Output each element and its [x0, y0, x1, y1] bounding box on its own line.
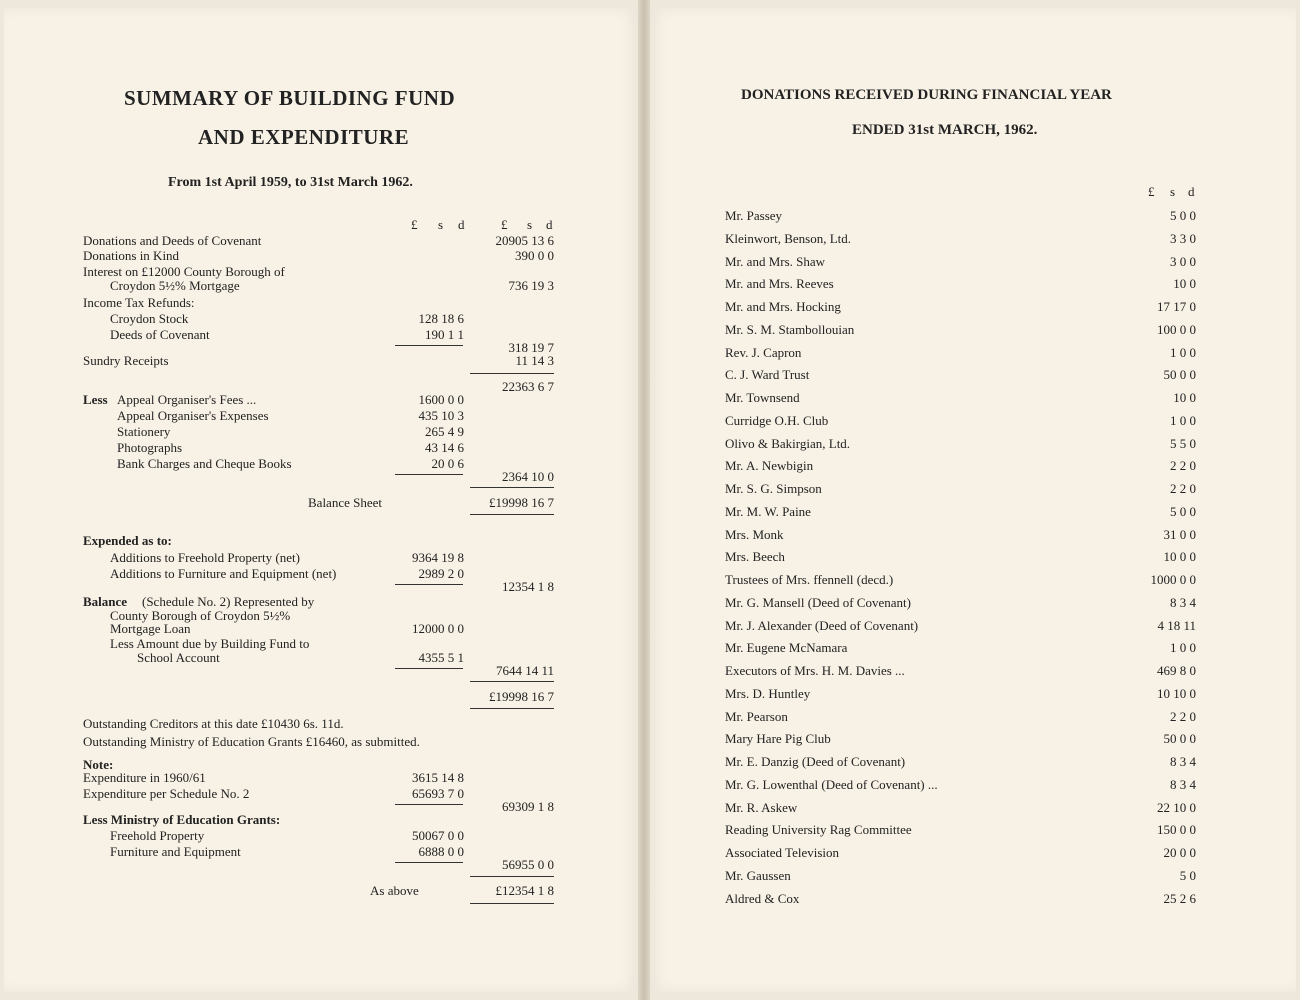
- line-itax: Income Tax Refunds:: [83, 295, 195, 310]
- label-expended: Expended as to:: [83, 533, 172, 548]
- line-bank: Bank Charges and Cheque Books: [117, 456, 292, 471]
- outstanding-creditors: Outstanding Creditors at this date £10430 6s. 11d.: [83, 716, 344, 731]
- amt-subtotal: 22363 6 7: [502, 379, 554, 394]
- label-balance: Balance: [83, 594, 128, 609]
- right-col-pence: d: [1188, 184, 1195, 199]
- rule: [470, 487, 554, 488]
- donor-amount: 8 3 4: [1170, 754, 1196, 769]
- donor-amount: 2 2 0: [1170, 709, 1196, 724]
- rule: [470, 708, 554, 709]
- donor-amount: 1 0 0: [1170, 640, 1196, 655]
- amt-exp6061: 3615 14 8: [412, 770, 464, 785]
- donor-name: Associated Television: [725, 845, 840, 860]
- donor-amount: 50 0 0: [1163, 731, 1196, 746]
- donor-name: Mr. J. Alexander (Deed of Covenant): [725, 618, 919, 633]
- label-less: Less: [83, 392, 108, 407]
- line-lessmin: Less Ministry of Education Grants:: [83, 812, 281, 827]
- amt-cstock: 128 18 6: [418, 311, 464, 326]
- rule: [470, 903, 554, 904]
- amt-stationery: 265 4 9: [425, 424, 464, 439]
- amt-school: 4355 5 1: [418, 650, 464, 665]
- amt-exp-total: 69309 1 8: [502, 799, 554, 814]
- donor-name: Mr. E. Danzig (Deed of Covenant): [725, 754, 906, 769]
- line-bal-4: Less Amount due by Building Fund to: [110, 636, 310, 651]
- amt-bank: 20 0 6: [431, 456, 464, 471]
- line-expenses: Appeal Organiser's Expenses: [117, 408, 269, 423]
- donor-amount: 4 18 11: [1157, 618, 1196, 633]
- donor-amount: 17 17 0: [1157, 299, 1196, 314]
- amt-itax-total: 318 19 7: [508, 340, 554, 355]
- right-title-line1: DONATIONS RECEIVED DURING FINANCIAL YEAR: [741, 87, 1112, 103]
- book-spine: [638, 0, 650, 1000]
- amt-interest: 736 19 3: [508, 278, 554, 293]
- col-pence-1: d: [458, 217, 465, 232]
- right-title-line2: ENDED 31st MARCH, 1962.: [852, 122, 1038, 138]
- donor-name: Mr. M. W. Paine: [725, 504, 811, 519]
- donor-amount: 5 0: [1179, 868, 1196, 883]
- amt-expsched: 65693 7 0: [412, 786, 464, 801]
- rule: [470, 876, 554, 877]
- rule: [470, 514, 554, 515]
- donor-amount: 10 0: [1173, 390, 1196, 405]
- donor-name: Executors of Mrs. H. M. Davies ...: [725, 663, 905, 678]
- amt-bal-total: 7644 14 11: [495, 663, 554, 678]
- label-note: Note:: [83, 757, 114, 772]
- donor-amount: 150 0 0: [1157, 822, 1196, 837]
- col-shilling-2: s: [527, 217, 533, 232]
- donor-amount: 2 2 0: [1170, 458, 1196, 473]
- period-subtitle: From 1st April 1959, to 31st March 1962.: [168, 175, 413, 190]
- donor-amount: 1 0 0: [1170, 413, 1196, 428]
- line-add-furn: Additions to Furniture and Equipment (net): [110, 566, 337, 581]
- donor-name: Mr. Townsend: [725, 390, 800, 405]
- line-sundry: Sundry Receipts: [83, 353, 169, 368]
- line-add-free: Additions to Freehold Property (net): [110, 550, 300, 565]
- right-col-shilling: s: [1170, 184, 1176, 199]
- donor-amount: 1 0 0: [1170, 345, 1196, 360]
- donor-name: Mr. Eugene McNamara: [725, 640, 848, 655]
- donor-name: Reading University Rag Committee: [725, 822, 912, 837]
- donor-name: Mr. and Mrs. Reeves: [725, 276, 834, 291]
- amt-grants-total: 56955 0 0: [502, 857, 554, 872]
- line-expsched: Expenditure per Schedule No. 2: [83, 786, 250, 801]
- line-cstock: Croydon Stock: [110, 311, 189, 326]
- line-bal-3: Mortgage Loan: [110, 621, 191, 636]
- donor-name: Mr. Gaussen: [725, 868, 791, 883]
- donor-amount: 8 3 4: [1170, 777, 1196, 792]
- line-furniture: Furniture and Equipment: [110, 844, 241, 859]
- col-pound-2: £: [501, 217, 508, 232]
- donor-amount: 25 2 6: [1163, 891, 1196, 906]
- donor-amount: 1000 0 0: [1150, 572, 1196, 587]
- amt-fees: 1600 0 0: [418, 392, 464, 407]
- amt-grand: £19998 16 7: [489, 689, 554, 704]
- donor-name: Mr. and Mrs. Shaw: [725, 254, 826, 269]
- line-stationery: Stationery: [117, 424, 171, 439]
- line-exp6061: Expenditure in 1960/61: [83, 770, 206, 785]
- donor-name: Mrs. Monk: [725, 527, 784, 542]
- donor-name: Mr. R. Askew: [725, 800, 798, 815]
- donor-name: Kleinwort, Benson, Ltd.: [725, 231, 852, 246]
- line-deeds: Deeds of Covenant: [110, 327, 210, 342]
- donor-amount: 20 0 0: [1163, 845, 1196, 860]
- donor-amount: 5 0 0: [1170, 208, 1196, 223]
- donor-name: Mrs. D. Huntley: [725, 686, 811, 701]
- line-asabove: As above: [370, 883, 419, 898]
- donor-name: Mary Hare Pig Club: [725, 731, 831, 746]
- left-title-line1: SUMMARY OF BUILDING FUND: [124, 86, 456, 110]
- line-bal-5: School Account: [137, 650, 220, 665]
- right-col-pound: £: [1148, 184, 1155, 199]
- line-kind: Donations in Kind: [83, 248, 180, 263]
- amt-freehold: 50067 0 0: [412, 828, 464, 843]
- donor-name: Mr. Pearson: [725, 709, 788, 724]
- donor-amount: 3 3 0: [1170, 231, 1196, 246]
- outstanding-grants: Outstanding Ministry of Education Grants £16460, as submitted.: [83, 734, 420, 749]
- donor-amount: 10 10 0: [1157, 686, 1196, 701]
- donor-amount: 469 8 0: [1157, 663, 1196, 678]
- line-freehold: Freehold Property: [110, 828, 205, 843]
- donor-name: C. J. Ward Trust: [725, 367, 810, 382]
- amt-asabove: £12354 1 8: [495, 883, 554, 898]
- line-interest-1: Interest on £12000 County Borough of: [83, 264, 285, 279]
- donor-name: Mr. G. Lowenthal (Deed of Covenant) ...: [725, 777, 938, 792]
- amt-kind: 390 0 0: [515, 248, 554, 263]
- donor-amount: 100 0 0: [1157, 322, 1196, 337]
- donor-name: Mrs. Beech: [725, 549, 785, 564]
- amt-balance: £19998 16 7: [489, 495, 554, 510]
- amt-photos: 43 14 6: [425, 440, 464, 455]
- left-title-line2: AND EXPENDITURE: [198, 125, 410, 149]
- donor-amount: 5 5 0: [1170, 436, 1196, 451]
- donor-amount: 5 0 0: [1170, 504, 1196, 519]
- donor-amount: 22 10 0: [1157, 800, 1196, 815]
- donor-name: Mr. G. Mansell (Deed of Covenant): [725, 595, 911, 610]
- line-balance-sheet: Balance Sheet: [308, 495, 382, 510]
- amt-add-free: 9364 19 8: [412, 550, 464, 565]
- line-photos: Photographs: [117, 440, 182, 455]
- donor-name: Mr. and Mrs. Hocking: [725, 299, 841, 314]
- donor-amount: 8 3 4: [1170, 595, 1196, 610]
- line-bal-2: County Borough of Croydon 5½%: [110, 608, 291, 623]
- amt-deeds: 190 1 1: [425, 327, 464, 342]
- amt-loan: 12000 0 0: [412, 621, 464, 636]
- donor-amount: 10 0: [1173, 276, 1196, 291]
- donor-name: Rev. J. Capron: [725, 345, 802, 360]
- donor-name: Trustees of Mrs. ffennell (decd.): [725, 572, 894, 587]
- rule: [470, 373, 554, 374]
- donor-name: Olivo & Bakirgian, Ltd.: [725, 436, 851, 451]
- donor-amount: 3 0 0: [1170, 254, 1196, 269]
- donor-amount: 2 2 0: [1170, 481, 1196, 496]
- amt-add-furn: 2989 2 0: [418, 566, 464, 581]
- donor-amount: 10 0 0: [1163, 549, 1196, 564]
- donor-name: Mr. A. Newbigin: [725, 458, 814, 473]
- donor-amount: 31 0 0: [1163, 527, 1196, 542]
- amt-expended-total: 12354 1 8: [502, 579, 554, 594]
- donor-name: Mr. S. G. Simpson: [725, 481, 822, 496]
- donor-name: Mr. Passey: [725, 208, 783, 223]
- donor-name: Mr. S. M. Stambollouian: [725, 322, 855, 337]
- line-bal-1: (Schedule No. 2) Represented by: [142, 594, 315, 609]
- amt-expenses: 435 10 3: [418, 408, 464, 423]
- amt-less-total: 2364 10 0: [502, 469, 554, 484]
- donor-name: Curridge O.H. Club: [725, 413, 829, 428]
- rule: [470, 681, 554, 682]
- line-donations: Donations and Deeds of Covenant: [83, 233, 262, 248]
- donor-amount: 50 0 0: [1163, 367, 1196, 382]
- line-fees: Appeal Organiser's Fees ...: [117, 392, 257, 407]
- col-pence-2: d: [546, 217, 553, 232]
- line-interest-2: Croydon 5½% Mortgage: [110, 278, 240, 293]
- donor-name: Aldred & Cox: [725, 891, 800, 906]
- amt-donations: 20905 13 6: [495, 233, 554, 248]
- col-shilling-1: s: [438, 217, 444, 232]
- amt-furniture: 6888 0 0: [418, 844, 464, 859]
- amt-sundry: 11 14 3: [515, 353, 554, 368]
- col-pound-1: £: [411, 217, 418, 232]
